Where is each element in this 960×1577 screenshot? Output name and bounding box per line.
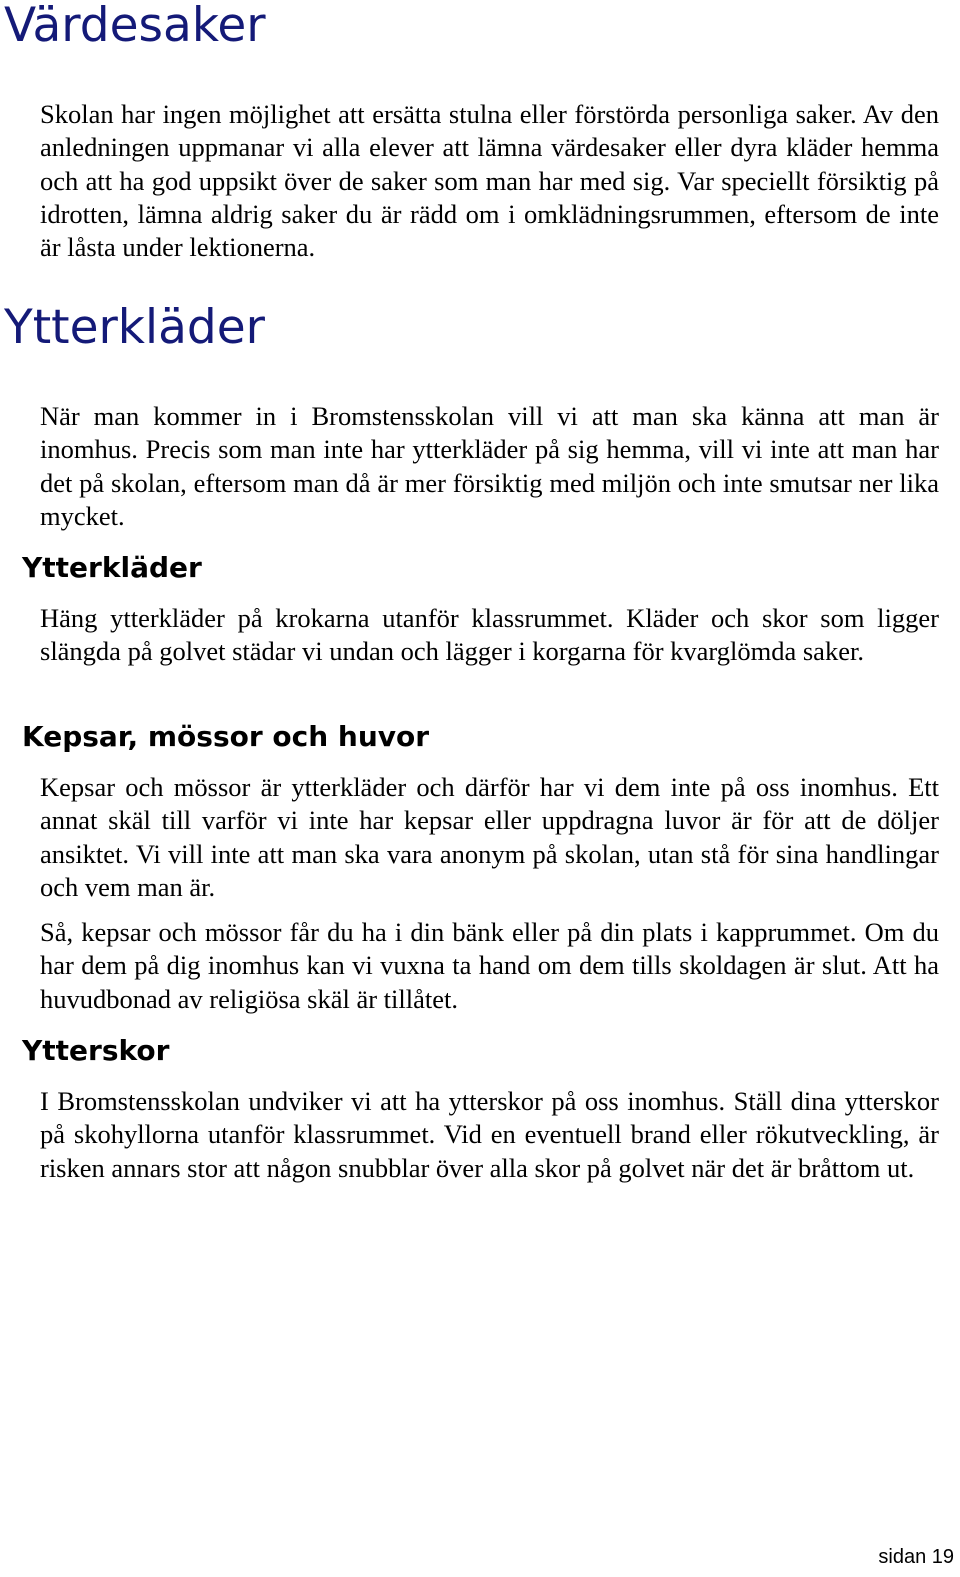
paragraph-ytterklader-hang: Häng ytterkläder på krokarna utanför klassrummet. Kläder och skor som ligger slängda på golvet städar vi undan och lägger i korgarna för kvarglömda saker. [40,603,939,667]
paragraph-vardesaker: Skolan har ingen möjlighet att ersätta stulna eller förstörda personliga saker. Av den anledningen uppmanar vi alla elever att lämna värdesaker eller dyra kläder hemma och att ha god uppsikt över de saker som man har med sig. Var speciellt försiktig på idrotten, lämna aldrig saker du är rädd om i omklädningsrummen, eftersom de inte är låsta under lektionerna. [40,99,939,263]
heading-ytterklader: Ytterkläder [4,300,265,355]
subheading-kepsar: Kepsar, mössor och huvor [22,720,430,753]
paragraph-ytterklader: När man kommer in i Bromstensskolan vill vi att man ska känna att man är inomhus. Precis som man inte har ytterkläder på sig hemma, vill vi inte att man har det på skolan, eftersom man då är mer försiktig med miljön och inte smutsar ner lika mycket. [40,401,939,531]
heading-vardesaker: Värdesaker [4,0,266,53]
paragraph-ytterskor: I Bromstensskolan undviker vi att ha ytterskor på oss inomhus. Ställ dina ytterskor på skohyllorna utanför klassrummet. Vid en eventuell brand eller rökutveckling, är risken annars stor att någon snubblar över alla skor på golvet när det är bråttom ut. [40,1086,939,1183]
page-number: sidan 19 [878,1546,954,1568]
paragraph-kepsar-2: Så, kepsar och mössor får du ha i din bänk eller på din plats i kapprummet. Om du har dem på dig inomhus kan vi vuxna ta hand om dem tills skoldagen är slut. Att ha huvudbonad av religiösa skäl är tillåtet. [40,917,939,1014]
paragraph-kepsar-1: Kepsar och mössor är ytterkläder och därför har vi dem inte på oss inomhus. Ett annat skäl till varför vi inte har kepsar eller uppdragna luvor är för att de döljer ansiktet. Vi vill inte att man ska vara anonym på skolan, utan stå för sina handlingar och vem man är. [40,772,939,902]
subheading-ytterklader: Ytterkläder [22,551,202,584]
subheading-ytterskor: Ytterskor [22,1034,170,1067]
